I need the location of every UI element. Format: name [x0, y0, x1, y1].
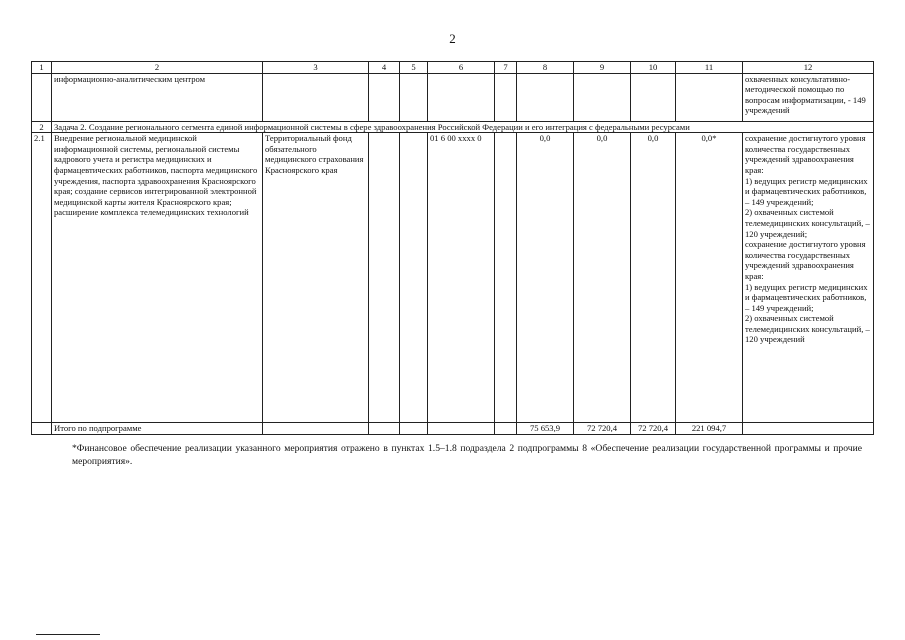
- header-cell: 4: [369, 62, 400, 74]
- cell-code: [428, 73, 495, 121]
- cell-item-v9: 0,0: [574, 133, 631, 423]
- table-row-total: [32, 423, 874, 435]
- cell-total-col4: [369, 423, 400, 435]
- cell-total-result: [743, 423, 874, 435]
- header-cell: 6: [428, 62, 495, 74]
- cell-total-no: [32, 423, 52, 435]
- cell-total-label: Итого по подпрограмме: [52, 423, 263, 435]
- cell-col7: [495, 73, 517, 121]
- cell-task-text: Задача 2. Создание регионального сегмента единой информационной системы в сфере здравоохранения Российской Федерации и его интеграция с федеральными ресурсами: [52, 121, 874, 133]
- table-row-continuation: [32, 73, 874, 121]
- cell-v9: [574, 73, 631, 121]
- header-cell: 1: [32, 62, 52, 74]
- header-cell: 2: [52, 62, 263, 74]
- header-cell: 5: [400, 62, 428, 74]
- table-row-task: [32, 121, 874, 133]
- page-number: 2: [449, 31, 456, 46]
- cell-item-result: сохранение достигнутого уровня количества государственных учреждений здравоохранения края: 1) ведущих регистр медицинских и фармацевтических работников, – 149 учреждений; 2) охваченных системой телемедицинских консультаций, – 120 учреждений; сохранение достигнутого уровня количества государственных учреждений здравоохранения края: 1) ведущих регистр медицинских и фармацевтических работников, – 149 учреждений; 2) охваченных системой телемедицинских консультаций, – 120 учреждений: [743, 133, 874, 423]
- header-cell: 9: [574, 62, 631, 74]
- cell-item-col7: [495, 133, 517, 423]
- cell-v10: [631, 73, 676, 121]
- cell-total-v10: 72 720,4: [631, 423, 676, 435]
- footnote: *Финансовое обеспечение реализации указанного мероприятия отражено в пунктах 1.5–1.8 подраздела 2 подпрограммы 8 «Обеспечение реализации государственной программы и прочие мероприятия».: [72, 443, 862, 467]
- cell-item-v10: 0,0: [631, 133, 676, 423]
- cell-item-executor: Территориальный фонд обязательного медицинского страхования Красноярского края: [263, 133, 369, 423]
- cell-executor: [263, 73, 369, 121]
- cell-item-name: Внедрение региональной медицинской информационной системы, региональной системы кадрового учета и регистра медицинских и фармацевтических работников, паспорта медицинского учреждения, паспорта здравоохранения Красноярского края; создание сервисов интегрированной электронной медицинской карты жителя Красноярского края; расширение комплекса телемедицинских технологий: [52, 133, 263, 423]
- header-cell: 8: [517, 62, 574, 74]
- cell-item-col4: [369, 133, 400, 423]
- cell-name: информационно-аналитическим центром: [52, 73, 263, 121]
- cell-total-v11: 221 094,7: [676, 423, 743, 435]
- header-cell: 3: [263, 62, 369, 74]
- cell-task-no: 2: [32, 121, 52, 133]
- header-cell: 10: [631, 62, 676, 74]
- table-row-item: [32, 133, 874, 423]
- cell-col5: [400, 73, 428, 121]
- cell-total-executor: [263, 423, 369, 435]
- cell-total-col5: [400, 423, 428, 435]
- cell-v11: [676, 73, 743, 121]
- footer-rule: [36, 634, 100, 635]
- cell-item-code: 01 6 00 xxxx 0: [428, 133, 495, 423]
- cell-total-v9: 72 720,4: [574, 423, 631, 435]
- budget-table: [31, 61, 874, 435]
- cell-item-no: 2.1: [32, 133, 52, 423]
- header-cell: 12: [743, 62, 874, 74]
- cell-v8: [517, 73, 574, 121]
- cell-item-v8: 0,0: [517, 133, 574, 423]
- cell-result: охваченных консультативно-методической помощью по вопросам информатизации, - 149 учреждений: [743, 73, 874, 121]
- cell-no: [32, 73, 52, 121]
- cell-item-col5: [400, 133, 428, 423]
- cell-total-code: [428, 423, 495, 435]
- cell-total-col7: [495, 423, 517, 435]
- cell-item-v11: 0,0*: [676, 133, 743, 423]
- cell-total-v8: 75 653,9: [517, 423, 574, 435]
- cell-col4: [369, 73, 400, 121]
- header-cell: 11: [676, 62, 743, 74]
- table-header-row: [32, 62, 874, 74]
- header-cell: 7: [495, 62, 517, 74]
